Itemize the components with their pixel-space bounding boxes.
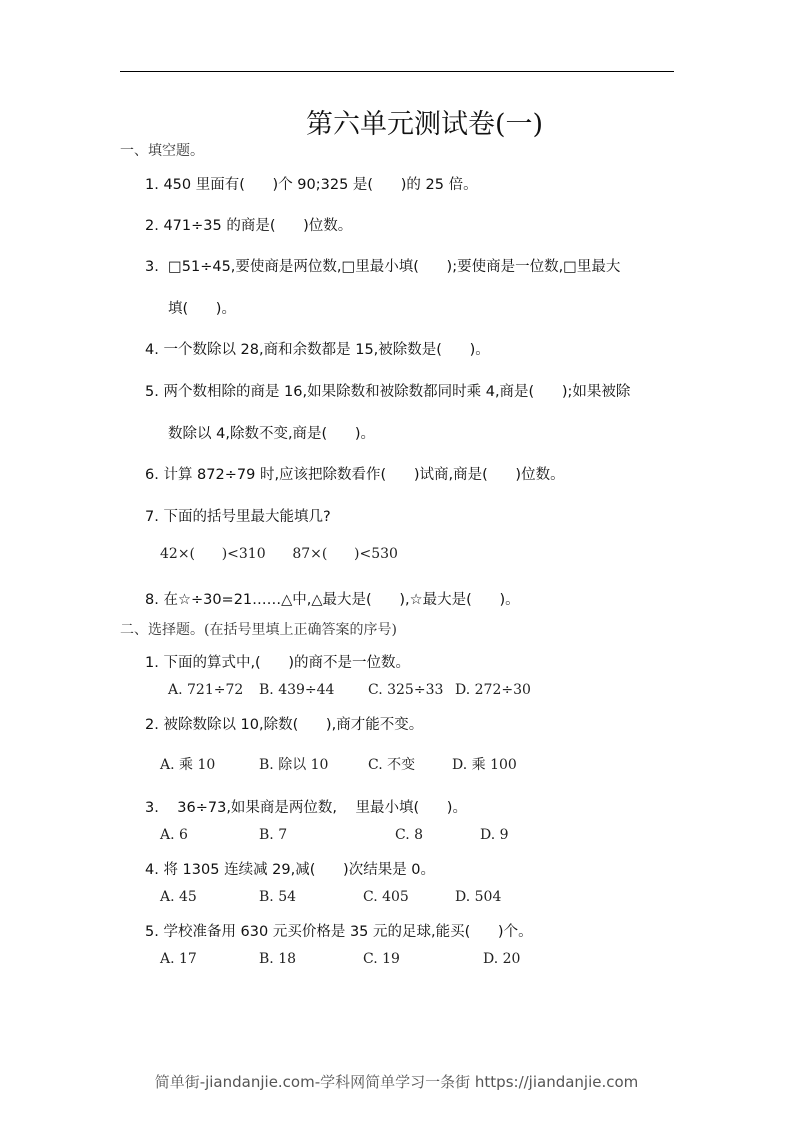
option-b: B. 除以 10 <box>259 757 329 773</box>
fill-question-3-cont: 填( )。 <box>168 301 236 317</box>
option-c: C. 19 <box>363 951 400 967</box>
option-d: D. 504 <box>455 889 502 905</box>
section-heading-choice: 二、选择题。(在括号里填上正确答案的序号) <box>120 622 397 638</box>
option-c: C. 405 <box>363 889 409 905</box>
fill-question-8: 8. 在☆÷30=21……△中,△最大是( ),☆最大是( )。 <box>145 592 520 608</box>
option-b: B. 18 <box>259 951 297 967</box>
option-d: D. 9 <box>480 827 509 843</box>
option-c: C. 8 <box>395 827 424 843</box>
option-d: D. 20 <box>483 951 521 967</box>
choice-question-3: 3. 36÷73,如果商是两位数, 里最小填( )。 <box>145 800 467 816</box>
option-c: C. 325÷33 <box>368 682 444 698</box>
page-title: 第六单元测试卷(一) <box>305 109 544 140</box>
option-b: B. 7 <box>259 827 288 843</box>
option-a: A. 6 <box>160 827 188 843</box>
option-d: D. 272÷30 <box>455 682 531 698</box>
choice-question-5: 5. 学校准备用 630 元买价格是 35 元的足球,能买( )个。 <box>145 924 533 940</box>
fill-question-6: 6. 计算 872÷79 时,应该把除数看作( )试商,商是( )位数。 <box>145 467 565 483</box>
header-rule <box>120 71 674 72</box>
fill-question-5-cont: 数除以 4,除数不变,商是( )。 <box>168 426 376 442</box>
option-d: D. 乘 100 <box>452 757 517 773</box>
option-a: A. 乘 10 <box>160 757 216 773</box>
section-heading-fill-in: 一、填空题。 <box>120 143 204 159</box>
option-b: B. 54 <box>259 889 297 905</box>
fill-question-7-expr: 42×( )<310 87×( )<530 <box>160 546 398 562</box>
choice-question-4: 4. 将 1305 连续减 29,减( )次结果是 0。 <box>145 862 436 878</box>
option-a: A. 45 <box>160 889 197 905</box>
fill-question-1: 1. 450 里面有( )个 90;325 是( )的 25 倍。 <box>145 177 478 193</box>
choice-question-1: 1. 下面的算式中,( )的商不是一位数。 <box>145 655 411 671</box>
footer-watermark: 简单街-jiandanjie.com-学科网简单学习一条街 https://jiandanjie.com <box>154 1073 639 1091</box>
choice-question-2: 2. 被除数除以 10,除数( ),商才能不变。 <box>145 717 424 733</box>
fill-question-5: 5. 两个数相除的商是 16,如果除数和被除数都同时乘 4,商是( );如果被除 <box>145 384 631 400</box>
fill-question-7: 7. 下面的括号里最大能填几? <box>145 509 331 525</box>
option-a: A. 721÷72 <box>168 682 244 698</box>
fill-question-2: 2. 471÷35 的商是( )位数。 <box>145 218 353 234</box>
option-c: C. 不变 <box>368 757 416 773</box>
option-a: A. 17 <box>160 951 197 967</box>
fill-question-4: 4. 一个数除以 28,商和余数都是 15,被除数是( )。 <box>145 342 490 358</box>
fill-question-3: 3. □51÷45,要使商是两位数,□里最小填( );要使商是一位数,□里最大 <box>145 259 621 275</box>
option-b: B. 439÷44 <box>259 682 335 698</box>
